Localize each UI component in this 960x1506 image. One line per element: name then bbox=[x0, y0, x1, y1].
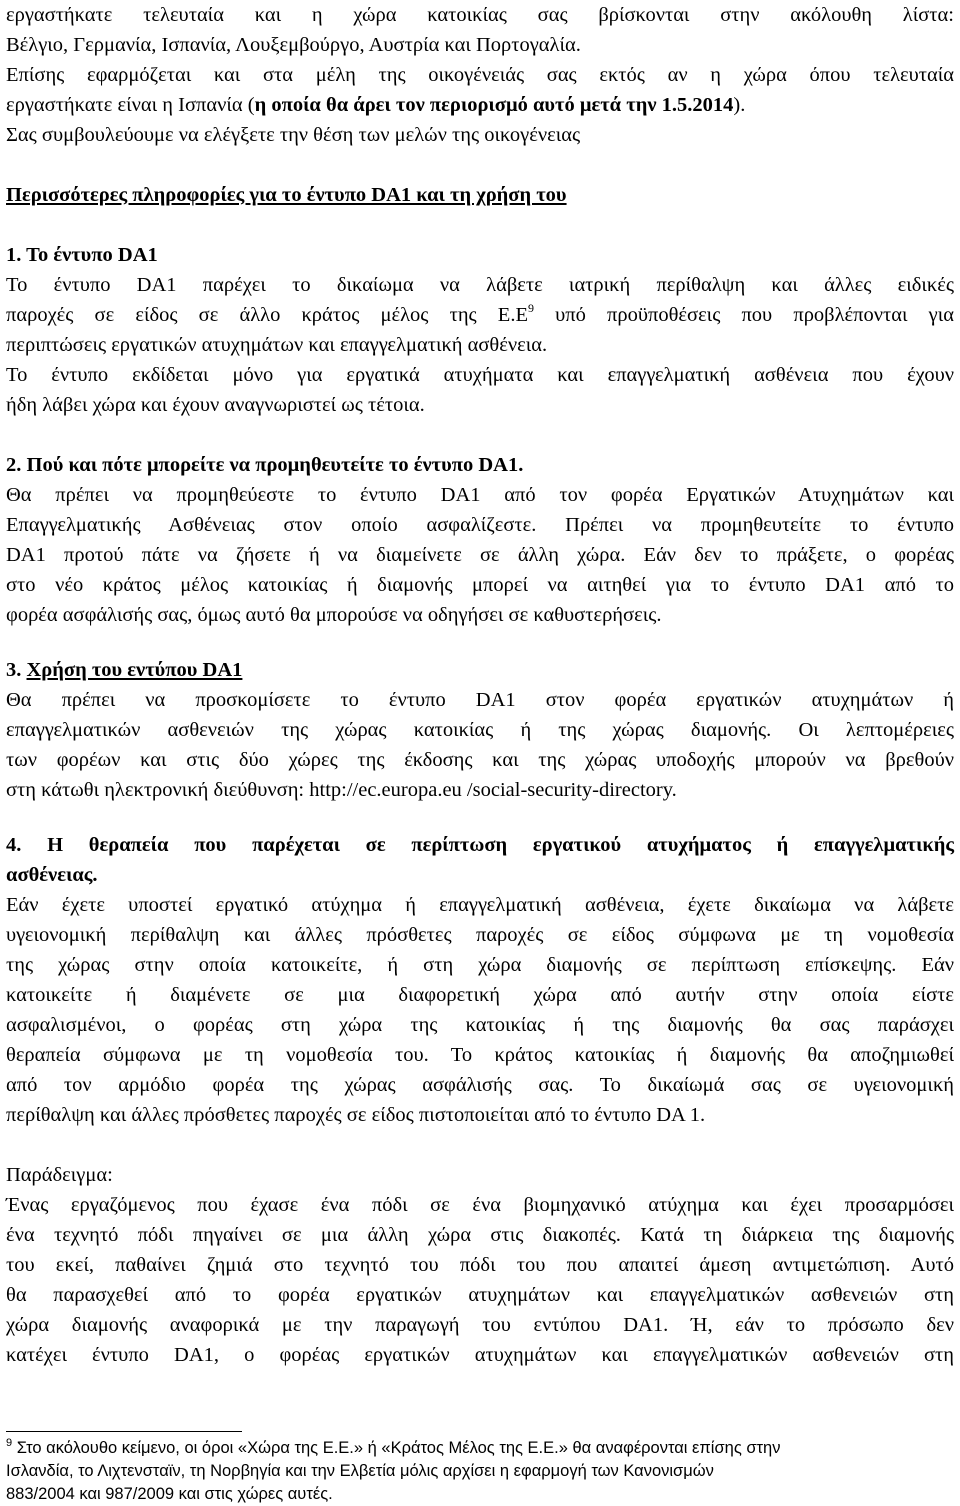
example-line-1: Ένας εργαζόμενος που έχασε ένα πόδι σε ένα βιομηχανικό ατύχημα και έχει προσαρμόσει bbox=[6, 1194, 954, 1216]
section-1-line-5: ήδη λάβει χώρα και έχουν αναγνωριστεί ως τέτοια. bbox=[6, 394, 425, 416]
section-4-heading-line-1: 4. Η θεραπεία που παρέχεται σε περίπτωση εργατικού ατυχήματος ή επαγγελματικής bbox=[6, 834, 954, 856]
section-4-heading-line-2: ασθένειας. bbox=[6, 864, 98, 886]
section-3-line-4: στη κάτωθι ηλεκτρονική διεύθυνση: http://ec.europa.eu /social-security-directory. bbox=[6, 779, 677, 801]
section-4-line-3: της χώρας στην οποία κατοικείτε, ή στη χώρα διαμονής σε περίπτωση επίσκεψης. Εάν bbox=[6, 954, 954, 976]
section-4-line-1: Εάν έχετε υποστεί εργατικό ατύχημα ή επαγγελματική ασθένεια, έχετε δικαίωμα να λάβετε bbox=[6, 894, 954, 916]
intro-line-4-end: ). bbox=[733, 94, 746, 116]
section-3-line-2: επαγγελματικών ασθενειών της χώρας κατοικίας ή της χώρας διαμονής. Οι λεπτομέρειες bbox=[6, 719, 954, 741]
example-line-3: του εκεί, παθαίνει ζημιά στο τεχνητό του πόδι του που απαιτεί άμεση αντιμετώπιση. Αυτό bbox=[6, 1254, 954, 1276]
footnote-text-1: Στο ακόλουθο κείμενο, οι όροι «Χώρα της Ε.Ε.» ή «Κράτος Μέλος της Ε.Ε.» θα αναφέρονται επίσης στην bbox=[12, 1439, 781, 1457]
section-1-line-3: περιπτώσεις εργατικών ατυχημάτων και επαγγελματική ασθένεια. bbox=[6, 334, 548, 356]
section-3-line-3: των φορέων και στις δύο χώρες της έκδοσης και της χώρας υποδοχής μπορούν να βρεθούν bbox=[6, 749, 954, 771]
section-1-line-2b: υπό προϋποθέσεις που προβλέπονται για bbox=[533, 304, 954, 326]
intro-line-2: Βέλγιο, Γερμανία, Ισπανία, Λουξεμβούργο, Αυστρία και Πορτογαλία. bbox=[6, 34, 581, 56]
section-3-title: Χρήση του εντύπου DA1 bbox=[26, 659, 243, 681]
section-4-line-5: ασφαλισμένοι, ο φορέας στη χώρα της κατοικίας ή της διαμονής θα σας παράσχει bbox=[6, 1014, 954, 1036]
section-1-line-2 bbox=[6, 300, 954, 330]
intro-line-4-text: εργαστήκατε είναι η Ισπανία ( bbox=[6, 94, 255, 116]
section-4-line-6: θεραπεία σύμφωνα με τη νομοθεσία του. Το κράτος κατοικίας ή διαμονής θα αποζημιωθεί bbox=[6, 1044, 954, 1066]
section-2-line-5: φορέα ασφάλισής σας, όμως αυτό θα μπορούσε να οδηγήσει σε καθυστερήσεις. bbox=[6, 604, 662, 626]
example-line-2: ένα τεχνητό πόδι πηγαίνει σε μια άλλη χώρα στις διακοπές. Κατά τη διάρκεια της διαμονής bbox=[6, 1224, 954, 1246]
intro-spain-note: η οποία θα άρει τον περιορισμό αυτό μετά την 1.5.2014 bbox=[254, 94, 734, 116]
section-1-line-2a: παροχές σε είδος σε άλλο κράτος μέλος της Ε.Ε bbox=[6, 304, 528, 326]
footnote-line-1 bbox=[6, 1437, 954, 1459]
footnote-line-2: Ισλανδία, το Λιχτενσταϊν, τη Νορβηγία και την Ελβετία μόλις αρχίσει η εφαρμογή των Κανονισμών bbox=[6, 1462, 714, 1480]
section-2-line-1: Θα πρέπει να προμηθεύεστε το έντυπο DA1 από τον φορέα Εργατικών Ατυχημάτων και bbox=[6, 484, 954, 506]
example-line-6: κατέχει έντυπο DA1, ο φορέας εργατικών ατυχημάτων και επαγγελματικών ασθενειών στη bbox=[6, 1344, 954, 1366]
example-line-4: θα παρασχεθεί από το φορέα εργατικών ατυχημάτων και επαγγελματικών ασθενειών στη bbox=[6, 1284, 954, 1306]
more-info-link[interactable]: Περισσότερες πληροφορίες για το έντυπο DA1 και τη χρήση του bbox=[6, 184, 567, 206]
section-2-heading: 2. Πού και πότε μπορείτε να προμηθευτείτε το έντυπο DA1. bbox=[6, 454, 524, 476]
section-4-line-8: περίθαλψη και άλλες πρόσθετες παροχές σε είδος πιστοποιείται από το έντυπο DA 1. bbox=[6, 1104, 706, 1126]
section-4-line-7: από τον αρμόδιο φορέα της χώρας ασφάλισής σας. Το δικαίωμά σας σε υγειονομική bbox=[6, 1074, 954, 1096]
intro-line-4 bbox=[6, 90, 954, 120]
section-3-line-1: Θα πρέπει να προσκομίσετε το έντυπο DA1 στον φορέα εργατικών ατυχημάτων ή bbox=[6, 689, 954, 711]
section-2-line-2: Επαγγελματικής Ασθένειας στον οποίο ασφαλίζεστε. Πρέπει να προμηθευτείτε το έντυπο bbox=[6, 514, 954, 536]
section-3-heading bbox=[6, 655, 954, 685]
intro-line-3: Επίσης εφαρμόζεται και στα μέλη της οικογένειάς σας εκτός αν η χώρα όπου τελευταία bbox=[6, 64, 954, 86]
footnote-separator bbox=[6, 1431, 242, 1432]
section-4-line-2: υγειονομική περίθαλψη και άλλες πρόσθετες παροχές σε είδος σύμφωνα με τη νομοθεσία bbox=[6, 924, 954, 946]
footnote-reference[interactable]: 9 bbox=[527, 301, 534, 315]
section-1-line-1: Το έντυπο DA1 παρέχει το δικαίωμα να λάβετε ιατρική περίθαλψη και άλλες ειδικές bbox=[6, 274, 954, 296]
section-1-line-4: Το έντυπο εκδίδεται μόνο για εργατικά ατυχήματα και επαγγελματική ασθένεια που έχουν bbox=[6, 364, 954, 386]
example-line-5: χώρα διαμονής αναφορικά με την παραγωγή του εντύπου DA1. Ή, εάν το πρόσωπο δεν bbox=[6, 1314, 954, 1336]
section-3-number: 3. bbox=[6, 659, 27, 681]
section-1-heading: 1. Το έντυπο DA1 bbox=[6, 244, 158, 266]
intro-line-1: εργαστήκατε τελευταία και η χώρα κατοικίας σας βρίσκονται στην ακόλουθη λίστα: bbox=[6, 4, 954, 26]
footnote-number: 9 bbox=[6, 1437, 13, 1449]
section-2-line-3: DA1 προτού πάτε να ζήσετε ή να διαμείνετε σε άλλη χώρα. Εάν δεν το πράξετε, ο φορέας bbox=[6, 544, 954, 566]
example-label: Παράδειγμα: bbox=[6, 1164, 113, 1186]
section-2-line-4: στο νέο κράτος μέλος κατοικίας ή διαμονής μπορεί να αιτηθεί για το έντυπο DA1 από το bbox=[6, 574, 954, 596]
section-4-line-4: κατοικείτε ή διαμένετε σε μια διαφορετική χώρα από αυτήν στην οποία είστε bbox=[6, 984, 954, 1006]
footnote-line-3: 883/2004 και 987/2009 και στις χώρες αυτές. bbox=[6, 1485, 333, 1503]
intro-line-5: Σας συμβουλεύουμε να ελέγξετε την θέση των μελών της οικογένειας bbox=[6, 124, 581, 146]
